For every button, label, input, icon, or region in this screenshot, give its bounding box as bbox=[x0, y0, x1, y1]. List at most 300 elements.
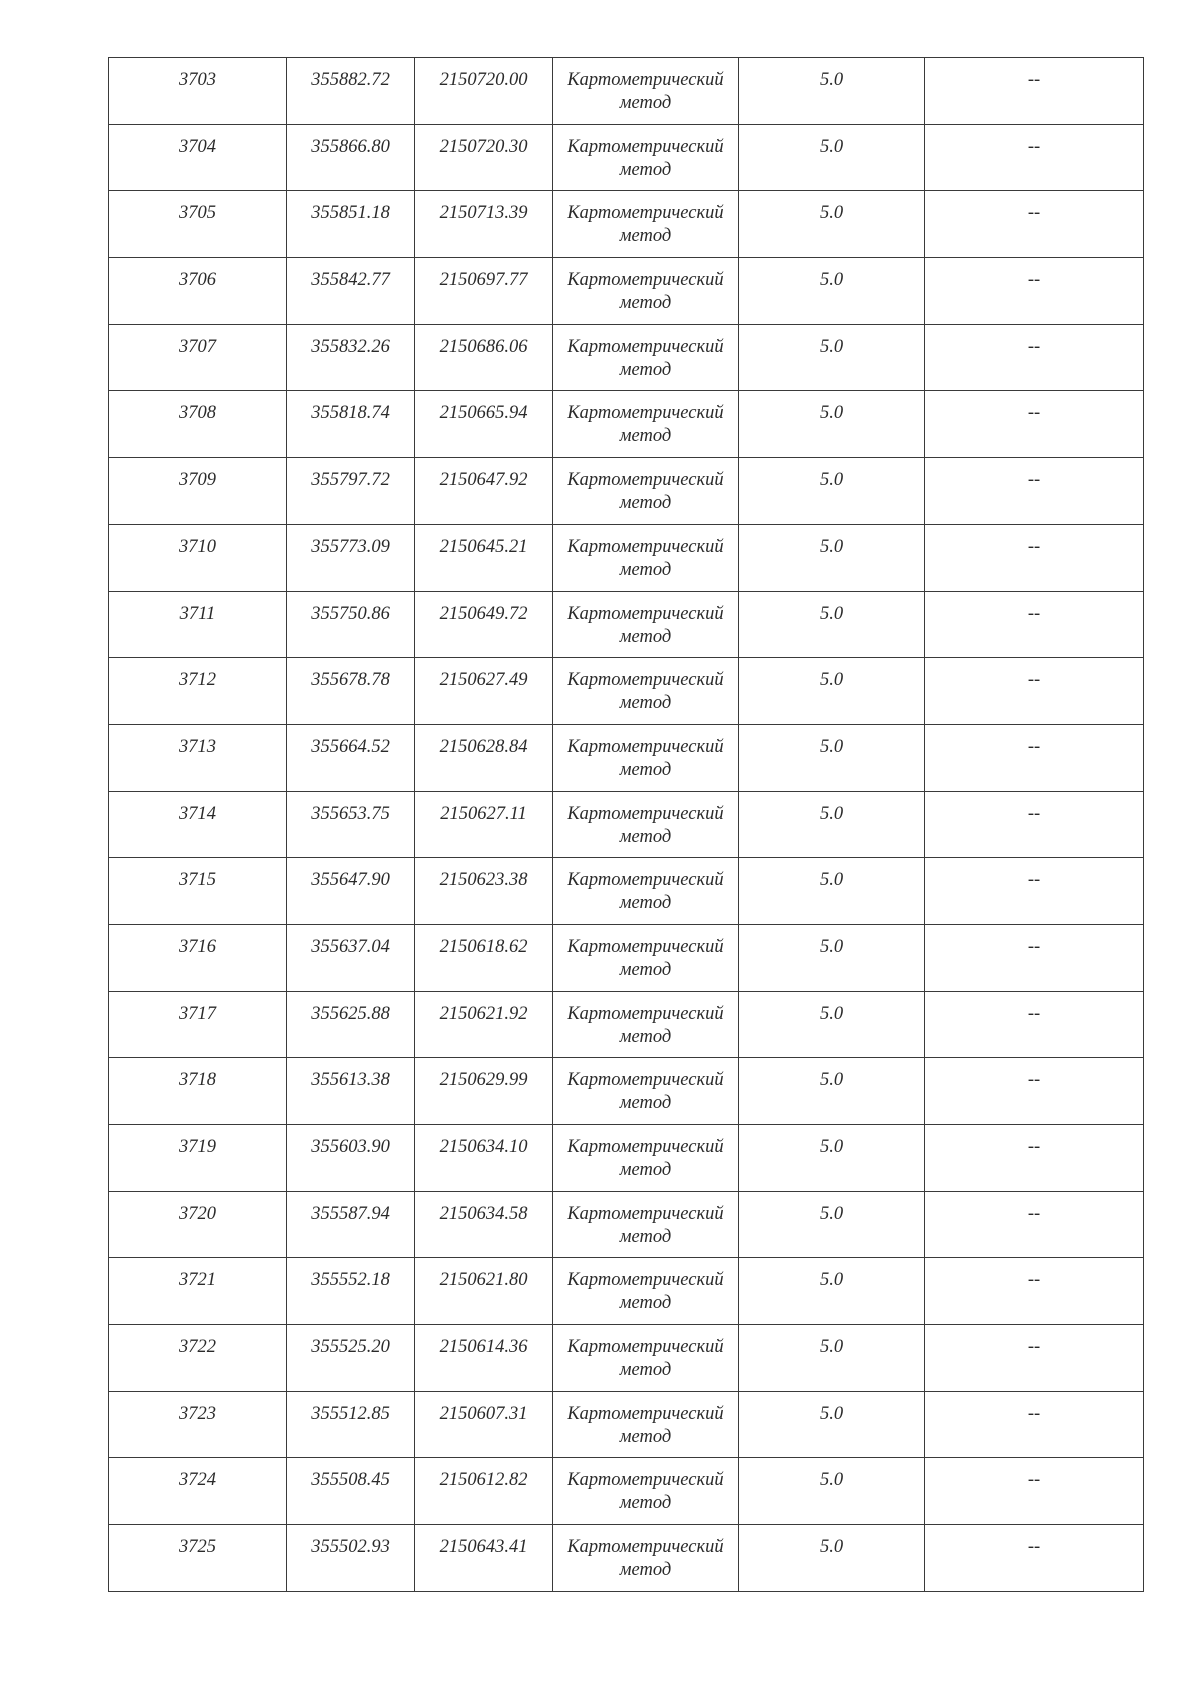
table-row bbox=[109, 1058, 1144, 1125]
point-number-cell bbox=[109, 458, 287, 525]
method-cell bbox=[553, 391, 739, 458]
method-line: метод bbox=[619, 1293, 672, 1314]
point-number-cell bbox=[109, 591, 287, 658]
y-coordinate-cell bbox=[415, 391, 553, 458]
point-number: 3705 bbox=[179, 203, 216, 224]
y-coordinate: 2150649.72 bbox=[439, 603, 528, 624]
table-row bbox=[109, 1391, 1144, 1458]
point-number-cell bbox=[109, 1058, 287, 1125]
x-coordinate-cell bbox=[287, 258, 415, 325]
accuracy-value-cell bbox=[739, 458, 925, 525]
note-value: -- bbox=[1027, 470, 1041, 491]
x-coordinate-cell bbox=[287, 1458, 415, 1525]
x-coordinate-cell bbox=[287, 1258, 415, 1325]
point-number-cell bbox=[109, 124, 287, 191]
accuracy-value: 5.0 bbox=[819, 1003, 844, 1024]
y-coordinate-cell bbox=[415, 724, 553, 791]
accuracy-value-cell bbox=[739, 1258, 925, 1325]
method-cell bbox=[553, 258, 739, 325]
note-value-cell bbox=[925, 1258, 1144, 1325]
method-line: Картометрический bbox=[567, 203, 724, 224]
note-value-cell bbox=[925, 1125, 1144, 1192]
x-coordinate: 355664.52 bbox=[311, 736, 390, 757]
x-coordinate-cell bbox=[287, 58, 415, 125]
method-line: Картометрический bbox=[567, 70, 724, 90]
method-line: Картометрический bbox=[567, 470, 724, 491]
note-value: -- bbox=[1027, 336, 1041, 357]
method-line: метод bbox=[619, 693, 672, 714]
point-number-cell bbox=[109, 324, 287, 391]
y-coordinate: 2150720.30 bbox=[439, 136, 528, 157]
note-value: -- bbox=[1027, 670, 1041, 691]
note-value: -- bbox=[1027, 870, 1041, 891]
x-coordinate: 355797.72 bbox=[311, 470, 390, 491]
method-text bbox=[553, 1125, 738, 1182]
method-text bbox=[553, 792, 738, 849]
x-coordinate: 355613.38 bbox=[311, 1070, 390, 1091]
note-value: -- bbox=[1027, 1470, 1041, 1491]
point-number-cell bbox=[109, 524, 287, 591]
x-coordinate-cell bbox=[287, 1525, 415, 1592]
method-cell bbox=[553, 1458, 739, 1525]
y-coordinate-cell bbox=[415, 924, 553, 991]
x-coordinate-cell bbox=[287, 591, 415, 658]
table-row bbox=[109, 791, 1144, 858]
accuracy-value: 5.0 bbox=[819, 870, 844, 891]
y-coordinate: 2150614.36 bbox=[439, 1337, 528, 1358]
method-cell bbox=[553, 1258, 739, 1325]
note-value: -- bbox=[1027, 203, 1041, 224]
table-row bbox=[109, 391, 1144, 458]
y-coordinate-cell bbox=[415, 524, 553, 591]
accuracy-value: 5.0 bbox=[819, 1470, 844, 1491]
point-number-cell bbox=[109, 258, 287, 325]
x-coordinate-cell bbox=[287, 124, 415, 191]
y-coordinate: 2150634.58 bbox=[439, 1203, 528, 1224]
method-line: метод bbox=[619, 1093, 672, 1114]
x-coordinate-cell bbox=[287, 858, 415, 925]
accuracy-value-cell bbox=[739, 1191, 925, 1258]
method-line: Картометрический bbox=[567, 1470, 724, 1491]
x-coordinate: 355773.09 bbox=[311, 536, 390, 557]
point-number: 3706 bbox=[179, 270, 216, 291]
x-coordinate: 355866.80 bbox=[311, 136, 390, 157]
method-text bbox=[553, 458, 738, 515]
method-line: Картометрический bbox=[567, 1537, 724, 1558]
point-number: 3709 bbox=[179, 470, 216, 491]
y-coordinate: 2150621.92 bbox=[439, 1003, 528, 1024]
accuracy-value: 5.0 bbox=[819, 1337, 844, 1358]
y-coordinate: 2150629.99 bbox=[439, 1070, 528, 1091]
y-coordinate: 2150612.82 bbox=[439, 1470, 528, 1491]
note-value: -- bbox=[1027, 1337, 1041, 1358]
y-coordinate-cell bbox=[415, 1325, 553, 1392]
method-text bbox=[553, 391, 738, 448]
accuracy-value: 5.0 bbox=[819, 1537, 844, 1558]
accuracy-value-cell bbox=[739, 591, 925, 658]
y-coordinate: 2150713.39 bbox=[439, 203, 528, 224]
method-text bbox=[553, 658, 738, 715]
point-number-cell bbox=[109, 58, 287, 125]
note-value: -- bbox=[1027, 70, 1041, 90]
x-coordinate: 355625.88 bbox=[311, 1003, 390, 1024]
accuracy-value-cell bbox=[739, 724, 925, 791]
accuracy-value: 5.0 bbox=[819, 536, 844, 557]
method-cell bbox=[553, 191, 739, 258]
note-value-cell bbox=[925, 258, 1144, 325]
method-text bbox=[553, 592, 738, 649]
x-coordinate: 355587.94 bbox=[311, 1203, 390, 1224]
point-number-cell bbox=[109, 1458, 287, 1525]
y-coordinate: 2150627.49 bbox=[439, 670, 528, 691]
method-line: метод bbox=[619, 559, 672, 580]
accuracy-value-cell bbox=[739, 791, 925, 858]
note-value: -- bbox=[1027, 603, 1041, 624]
point-number-cell bbox=[109, 1258, 287, 1325]
table-row bbox=[109, 591, 1144, 658]
accuracy-value-cell bbox=[739, 1325, 925, 1392]
accuracy-value: 5.0 bbox=[819, 403, 844, 424]
accuracy-value-cell bbox=[739, 1458, 925, 1525]
method-line: метод bbox=[619, 1360, 672, 1381]
note-value-cell bbox=[925, 524, 1144, 591]
x-coordinate-cell bbox=[287, 1125, 415, 1192]
y-coordinate-cell bbox=[415, 1525, 553, 1592]
method-cell bbox=[553, 1525, 739, 1592]
y-coordinate-cell bbox=[415, 658, 553, 725]
accuracy-value-cell bbox=[739, 191, 925, 258]
accuracy-value: 5.0 bbox=[819, 136, 844, 157]
method-text bbox=[553, 1325, 738, 1382]
note-value-cell bbox=[925, 1391, 1144, 1458]
x-coordinate-cell bbox=[287, 391, 415, 458]
point-number: 3704 bbox=[179, 136, 216, 157]
accuracy-value: 5.0 bbox=[819, 1403, 844, 1424]
point-number-cell bbox=[109, 724, 287, 791]
method-cell bbox=[553, 324, 739, 391]
method-line: Картометрический bbox=[567, 336, 724, 357]
point-number-cell bbox=[109, 924, 287, 991]
method-line: Картометрический bbox=[567, 736, 724, 757]
table-row bbox=[109, 58, 1144, 125]
table-row bbox=[109, 524, 1144, 591]
x-coordinate: 355882.72 bbox=[311, 70, 390, 90]
table-row bbox=[109, 1525, 1144, 1592]
y-coordinate: 2150686.06 bbox=[439, 336, 528, 357]
method-line: метод bbox=[619, 493, 672, 514]
note-value-cell bbox=[925, 1191, 1144, 1258]
method-text bbox=[553, 1525, 738, 1582]
note-value: -- bbox=[1027, 270, 1041, 291]
x-coordinate-cell bbox=[287, 724, 415, 791]
accuracy-value-cell bbox=[739, 1391, 925, 1458]
method-line: метод bbox=[619, 159, 672, 180]
method-text bbox=[553, 1258, 738, 1315]
y-coordinate-cell bbox=[415, 324, 553, 391]
table-row bbox=[109, 1258, 1144, 1325]
point-number: 3725 bbox=[179, 1537, 216, 1558]
x-coordinate-cell bbox=[287, 1058, 415, 1125]
x-coordinate: 355851.18 bbox=[311, 203, 390, 224]
note-value-cell bbox=[925, 658, 1144, 725]
method-text bbox=[553, 1458, 738, 1515]
note-value-cell bbox=[925, 324, 1144, 391]
x-coordinate-cell bbox=[287, 1391, 415, 1458]
x-coordinate: 355552.18 bbox=[311, 1270, 390, 1291]
accuracy-value-cell bbox=[739, 324, 925, 391]
table-row bbox=[109, 1191, 1144, 1258]
x-coordinate-cell bbox=[287, 524, 415, 591]
note-value-cell bbox=[925, 724, 1144, 791]
note-value-cell bbox=[925, 391, 1144, 458]
method-line: метод bbox=[619, 626, 672, 647]
coordinates-table bbox=[108, 57, 1144, 1592]
point-number: 3720 bbox=[179, 1203, 216, 1224]
accuracy-value: 5.0 bbox=[819, 670, 844, 691]
method-line: Картометрический bbox=[567, 136, 724, 157]
method-line: метод bbox=[619, 759, 672, 780]
note-value-cell bbox=[925, 458, 1144, 525]
x-coordinate: 355678.78 bbox=[311, 670, 390, 691]
accuracy-value: 5.0 bbox=[819, 1070, 844, 1091]
point-number: 3711 bbox=[179, 603, 216, 624]
method-line: метод bbox=[619, 893, 672, 914]
note-value: -- bbox=[1027, 936, 1041, 957]
method-line: Картометрический bbox=[567, 1270, 724, 1291]
method-text bbox=[553, 925, 738, 982]
y-coordinate-cell bbox=[415, 1458, 553, 1525]
table-row bbox=[109, 124, 1144, 191]
table-row bbox=[109, 924, 1144, 991]
x-coordinate-cell bbox=[287, 658, 415, 725]
method-text bbox=[553, 858, 738, 915]
method-text bbox=[553, 191, 738, 248]
point-number: 3721 bbox=[179, 1270, 216, 1291]
y-coordinate: 2150621.80 bbox=[439, 1270, 528, 1291]
method-cell bbox=[553, 791, 739, 858]
y-coordinate: 2150618.62 bbox=[439, 936, 528, 957]
method-text bbox=[553, 725, 738, 782]
method-line: метод bbox=[619, 226, 672, 247]
accuracy-value-cell bbox=[739, 1058, 925, 1125]
y-coordinate-cell bbox=[415, 1391, 553, 1458]
point-number-cell bbox=[109, 858, 287, 925]
point-number: 3715 bbox=[179, 870, 216, 891]
note-value: -- bbox=[1027, 1403, 1041, 1424]
point-number-cell bbox=[109, 191, 287, 258]
table-row bbox=[109, 858, 1144, 925]
point-number: 3718 bbox=[179, 1070, 216, 1091]
point-number: 3712 bbox=[179, 670, 216, 691]
accuracy-value: 5.0 bbox=[819, 336, 844, 357]
y-coordinate: 2150720.00 bbox=[439, 70, 528, 90]
method-text bbox=[553, 58, 738, 115]
method-cell bbox=[553, 924, 739, 991]
method-line: Картометрический bbox=[567, 403, 724, 424]
x-coordinate-cell bbox=[287, 1191, 415, 1258]
y-coordinate-cell bbox=[415, 1258, 553, 1325]
note-value: -- bbox=[1027, 803, 1041, 824]
method-cell bbox=[553, 991, 739, 1058]
method-line: Картометрический bbox=[567, 936, 724, 957]
method-line: метод bbox=[619, 826, 672, 847]
method-line: метод bbox=[619, 359, 672, 380]
table-row bbox=[109, 258, 1144, 325]
x-coordinate-cell bbox=[287, 324, 415, 391]
note-value-cell bbox=[925, 124, 1144, 191]
x-coordinate-cell bbox=[287, 791, 415, 858]
y-coordinate-cell bbox=[415, 191, 553, 258]
x-coordinate: 355653.75 bbox=[311, 803, 390, 824]
x-coordinate-cell bbox=[287, 191, 415, 258]
method-line: Картометрический bbox=[567, 1003, 724, 1024]
accuracy-value-cell bbox=[739, 858, 925, 925]
accuracy-value-cell bbox=[739, 124, 925, 191]
note-value-cell bbox=[925, 991, 1144, 1058]
method-text bbox=[553, 258, 738, 315]
method-line: Картометрический bbox=[567, 270, 724, 291]
table-row bbox=[109, 1125, 1144, 1192]
accuracy-value-cell bbox=[739, 658, 925, 725]
x-coordinate-cell bbox=[287, 458, 415, 525]
y-coordinate: 2150665.94 bbox=[439, 403, 528, 424]
y-coordinate: 2150697.77 bbox=[439, 270, 528, 291]
accuracy-value: 5.0 bbox=[819, 603, 844, 624]
point-number: 3707 bbox=[179, 336, 216, 357]
method-text bbox=[553, 1392, 738, 1449]
x-coordinate-cell bbox=[287, 991, 415, 1058]
y-coordinate: 2150607.31 bbox=[439, 1403, 528, 1424]
method-line: метод bbox=[619, 1026, 672, 1047]
y-coordinate-cell bbox=[415, 1058, 553, 1125]
method-cell bbox=[553, 1058, 739, 1125]
point-number-cell bbox=[109, 658, 287, 725]
x-coordinate-cell bbox=[287, 1325, 415, 1392]
method-line: Картометрический bbox=[567, 803, 724, 824]
method-cell bbox=[553, 58, 739, 125]
method-line: метод bbox=[619, 426, 672, 447]
note-value-cell bbox=[925, 858, 1144, 925]
accuracy-value-cell bbox=[739, 391, 925, 458]
point-number-cell bbox=[109, 1391, 287, 1458]
accuracy-value-cell bbox=[739, 1525, 925, 1592]
method-line: метод bbox=[619, 1160, 672, 1180]
point-number: 3724 bbox=[179, 1470, 216, 1491]
y-coordinate-cell bbox=[415, 458, 553, 525]
method-line: метод bbox=[619, 1426, 672, 1447]
point-number-cell bbox=[109, 1525, 287, 1592]
point-number: 3716 bbox=[179, 936, 216, 957]
accuracy-value-cell bbox=[739, 1125, 925, 1192]
note-value-cell bbox=[925, 924, 1144, 991]
method-line: Картометрический bbox=[567, 603, 724, 624]
x-coordinate: 355508.45 bbox=[311, 1470, 390, 1491]
method-line: метод bbox=[619, 1226, 672, 1247]
coordinates-table-body bbox=[109, 58, 1144, 1592]
method-cell bbox=[553, 124, 739, 191]
note-value-cell bbox=[925, 791, 1144, 858]
note-value-cell bbox=[925, 58, 1144, 125]
point-number: 3710 bbox=[179, 536, 216, 557]
y-coordinate: 2150628.84 bbox=[439, 736, 528, 757]
x-coordinate: 355832.26 bbox=[311, 336, 390, 357]
point-number-cell bbox=[109, 1191, 287, 1258]
method-cell bbox=[553, 1125, 739, 1192]
x-coordinate: 355525.20 bbox=[311, 1337, 390, 1358]
point-number: 3713 bbox=[179, 736, 216, 757]
point-number: 3719 bbox=[179, 1137, 216, 1157]
table-row bbox=[109, 1458, 1144, 1525]
point-number: 3717 bbox=[179, 1003, 216, 1024]
method-text bbox=[553, 1058, 738, 1115]
method-cell bbox=[553, 458, 739, 525]
y-coordinate: 2150647.92 bbox=[439, 470, 528, 491]
table-row bbox=[109, 1325, 1144, 1392]
method-line: Картометрический bbox=[567, 1403, 724, 1424]
note-value: -- bbox=[1027, 536, 1041, 557]
method-line: метод bbox=[619, 959, 672, 980]
note-value: -- bbox=[1027, 1537, 1041, 1558]
accuracy-value-cell bbox=[739, 924, 925, 991]
method-cell bbox=[553, 724, 739, 791]
y-coordinate-cell bbox=[415, 124, 553, 191]
method-cell bbox=[553, 858, 739, 925]
note-value: -- bbox=[1027, 136, 1041, 157]
accuracy-value-cell bbox=[739, 258, 925, 325]
y-coordinate-cell bbox=[415, 591, 553, 658]
accuracy-value-cell bbox=[739, 524, 925, 591]
point-number-cell bbox=[109, 1325, 287, 1392]
method-line: Картометрический bbox=[567, 536, 724, 557]
table-row bbox=[109, 191, 1144, 258]
y-coordinate-cell bbox=[415, 991, 553, 1058]
y-coordinate-cell bbox=[415, 791, 553, 858]
table-row bbox=[109, 991, 1144, 1058]
table-row bbox=[109, 724, 1144, 791]
method-line: Картометрический bbox=[567, 870, 724, 891]
note-value-cell bbox=[925, 1058, 1144, 1125]
accuracy-value: 5.0 bbox=[819, 1203, 844, 1224]
x-coordinate: 355750.86 bbox=[311, 603, 390, 624]
method-cell bbox=[553, 524, 739, 591]
note-value: -- bbox=[1027, 1137, 1041, 1157]
x-coordinate: 355603.90 bbox=[311, 1137, 390, 1157]
table-row bbox=[109, 458, 1144, 525]
method-line: Картометрический bbox=[567, 1203, 724, 1224]
y-coordinate: 2150643.41 bbox=[439, 1537, 528, 1558]
y-coordinate: 2150623.38 bbox=[439, 870, 528, 891]
note-value-cell bbox=[925, 591, 1144, 658]
note-value: -- bbox=[1027, 1203, 1041, 1224]
method-line: Картометрический bbox=[567, 670, 724, 691]
x-coordinate: 355647.90 bbox=[311, 870, 390, 891]
method-text bbox=[553, 1192, 738, 1249]
accuracy-value: 5.0 bbox=[819, 70, 844, 90]
x-coordinate: 355842.77 bbox=[311, 270, 390, 291]
y-coordinate: 2150645.21 bbox=[439, 536, 528, 557]
note-value: -- bbox=[1027, 1270, 1041, 1291]
method-line: метод bbox=[619, 1493, 672, 1514]
y-coordinate-cell bbox=[415, 1125, 553, 1192]
method-line: метод bbox=[619, 1560, 672, 1581]
accuracy-value: 5.0 bbox=[819, 1137, 844, 1157]
method-cell bbox=[553, 591, 739, 658]
point-number: 3723 bbox=[179, 1403, 216, 1424]
y-coordinate-cell bbox=[415, 858, 553, 925]
method-cell bbox=[553, 1191, 739, 1258]
note-value: -- bbox=[1027, 736, 1041, 757]
y-coordinate-cell bbox=[415, 258, 553, 325]
